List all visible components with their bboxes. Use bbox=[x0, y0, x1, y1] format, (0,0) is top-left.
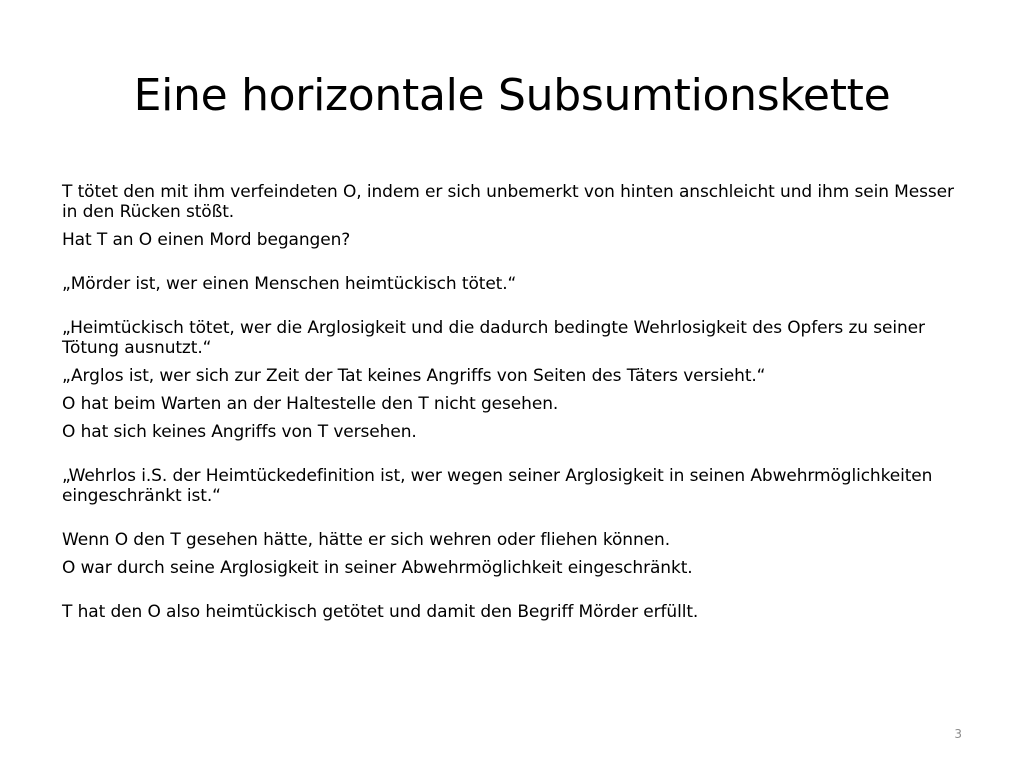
body-paragraph-definition-heimtueckisch: „Heimtückisch tötet, wer die Arglosigkeit und die dadurch bedingte Wehrlosigkeit des Opfers zu seiner Tötung ausnutzt.“ bbox=[62, 318, 925, 358]
body-paragraph-fact-wehren: Wenn O den T gesehen hätte, hätte er sich wehren oder fliehen können. bbox=[62, 530, 670, 550]
body-paragraph-definition-wehrlos: „Wehrlos i.S. der Heimtückedefinition ist, wer wegen seiner Arglosigkeit in seinen Abwehrmöglichkeiten eingeschränkt ist.“ bbox=[62, 466, 933, 506]
body-paragraph-question: Hat T an O einen Mord begangen? bbox=[62, 230, 351, 250]
slide-title: Eine horizontale Subsumtionskette bbox=[133, 70, 891, 121]
body-paragraph-definition-arglos: „Arglos ist, wer sich zur Zeit der Tat keines Angriffs von Seiten des Täters versieht.“ bbox=[62, 366, 766, 386]
page-number: 3 bbox=[954, 727, 962, 741]
body-paragraph-case: T tötet den mit ihm verfeindeten O, indem er sich unbemerkt von hinten anschleicht und ihm sein Messer in den Rücken stößt. bbox=[62, 182, 954, 222]
body-paragraph-fact-haltestelle: O hat beim Warten an der Haltestelle den T nicht gesehen. bbox=[62, 394, 559, 414]
body-paragraph-subsumption-wehrlos: O war durch seine Arglosigkeit in seiner Abwehrmöglichkeit eingeschränkt. bbox=[62, 558, 693, 578]
body-paragraph-definition-moerder: „Mörder ist, wer einen Menschen heimtückisch tötet.“ bbox=[62, 274, 517, 294]
slide-body bbox=[62, 182, 972, 622]
body-paragraph-subsumption-arglos: O hat sich keines Angriffs von T versehen. bbox=[62, 422, 417, 442]
body-paragraph-conclusion: T hat den O also heimtückisch getötet und damit den Begriff Mörder erfüllt. bbox=[62, 602, 699, 622]
